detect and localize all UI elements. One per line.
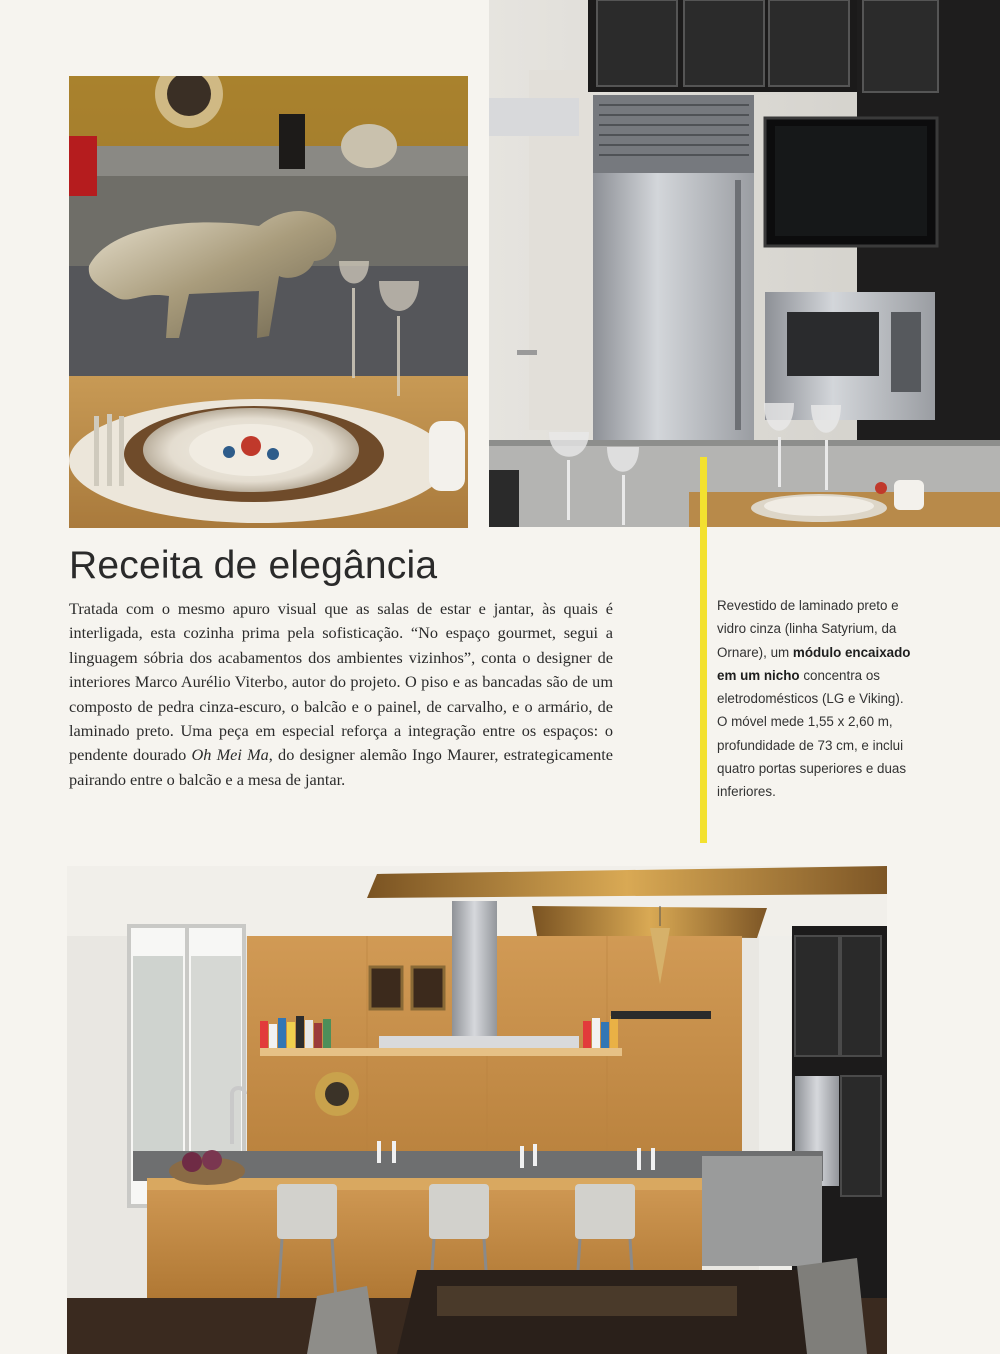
article-body <box>69 597 613 792</box>
body-text-part-1: Tratada com o mesmo apuro visual que as salas de estar e jantar, às quais é interligada, esta cozinha prima pela sofisticação. “No espaço gourmet, segui a linguagem sóbria dos acabamentos dos ambientes vizinhos”, conta o designer de interiores Marco Aurélio Viterbo, autor do projeto. O piso e as bancadas são de um composto de pedra cinza-escuro, o balcão e o painel, de carvalho, e o armário, de laminado preto. Uma peça em especial reforça a integração entre os espaços: o pendente dourado <box>69 599 613 765</box>
caption-accent-rule <box>700 457 707 843</box>
caption-text-start: Revestido de laminado preto e vidro cinza (linha Satyrium, da Ornare), um <box>717 598 899 660</box>
caption-highlight: módulo encaixado em um nicho <box>717 644 911 683</box>
article-headline: Receita de elegância <box>69 544 438 587</box>
photo-caption <box>717 594 917 804</box>
body-text-part-2: , do designer alemão Ingo Maurer, estrategicamente pairando entre o balcão e a mesa de jantar. <box>69 745 613 789</box>
appliance-module-photo <box>489 0 1000 527</box>
place-setting-photo <box>69 76 468 528</box>
caption-text-end: concentra os eletrodomésticos (LG e Viking). O móvel mede 1,55 x 2,60 m, profundidade de 73 cm, e inclui quatro portas superiores e duas inferiores. <box>717 667 907 800</box>
kitchen-overview-photo <box>67 866 887 1354</box>
pendant-name: Oh Mei Ma <box>191 745 269 765</box>
